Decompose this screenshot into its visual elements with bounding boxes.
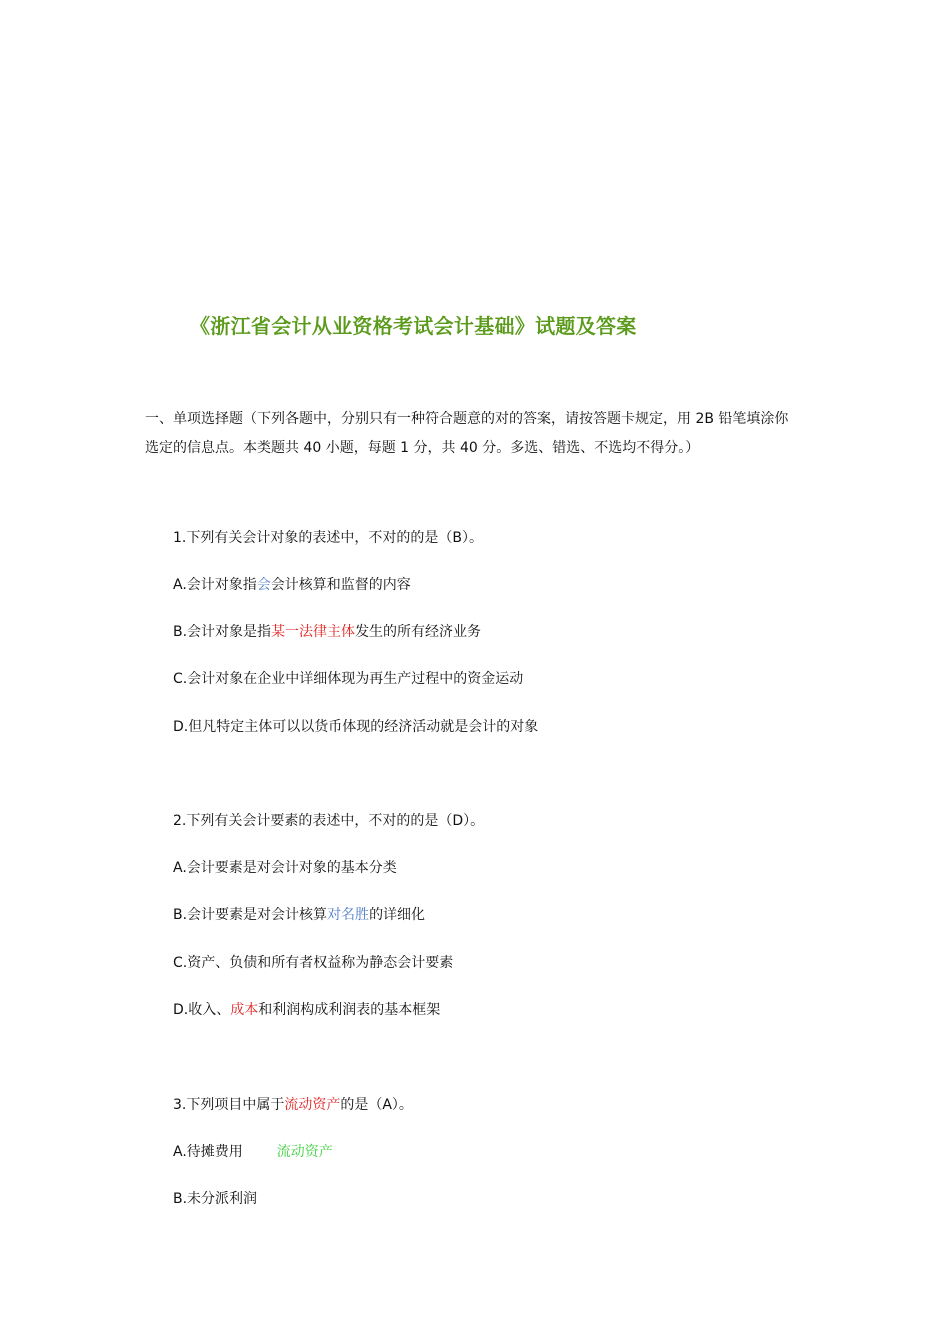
section-intro-line-1: 一、单项选择题（下列各题中，分别只有一种符合题意的对的答案，请按答题卡规定，用 2B 铅笔填涂你 — [145, 411, 789, 427]
q1-option-b — [173, 621, 481, 641]
q2-option-a: A.会计要素是对会计对象的基本分类 — [173, 860, 397, 876]
q1-option-a-highlight: 会 — [256, 577, 271, 593]
q3-option-b: B.未分派利润 — [173, 1191, 258, 1207]
section-intro — [145, 405, 815, 463]
q1-option-a-text: A.会计对象指 — [173, 577, 257, 593]
document-title: 《浙江省会计从业资格考试会计基础》试题及答案 — [190, 314, 637, 338]
q3-option-a — [173, 1141, 333, 1161]
q2-option-d-text: D.收入、 — [173, 1002, 231, 1018]
q2-option-d-text-rest: 和利润构成利润表的基本框架 — [258, 1002, 441, 1018]
q3-stem-highlight: 流动资产 — [284, 1097, 341, 1113]
q2-option-c: C.资产、负债和所有者权益称为静态会计要素 — [173, 955, 454, 971]
q1-option-a — [173, 574, 411, 594]
q1-option-b-text: B.会计对象是指 — [173, 624, 272, 640]
q2-option-b-text-rest: 的详细化 — [369, 907, 426, 923]
q3-stem-text: 3.下列项目中属于 — [173, 1097, 285, 1113]
q1-option-d: D.但凡特定主体可以以货币体现的经济活动就是会计的对象 — [173, 719, 539, 735]
q2-option-d — [173, 999, 440, 1019]
q1-stem: 1.下列有关会计对象的表述中，不对的的是（B）。 — [173, 530, 483, 546]
q3-option-a-text: A.待摊费用 — [173, 1144, 243, 1160]
q1-option-b-text-rest: 发生的所有经济业务 — [355, 624, 482, 640]
q2-option-d-highlight: 成本 — [230, 1002, 259, 1018]
q2-option-b-text: B.会计要素是对会计核算 — [173, 907, 328, 923]
q3-option-a-note: 流动资产 — [276, 1144, 333, 1160]
q2-option-b — [173, 904, 425, 924]
q2-stem: 2.下列有关会计要素的表述中，不对的的是（D）。 — [173, 813, 485, 829]
section-intro-line-2: 选定的信息点。本类题共 40 小题，每题 1 分，共 40 分。多选、错选、不选均不得分。） — [145, 440, 700, 456]
q1-option-b-highlight: 某一法律主体 — [271, 624, 356, 640]
q3-stem — [173, 1094, 413, 1114]
q1-option-c: C.会计对象在企业中详细体现为再生产过程中的资金运动 — [173, 671, 524, 687]
q2-option-b-highlight: 对名胜 — [327, 907, 370, 923]
q1-option-a-text-rest: 会计核算和监督的内容 — [270, 577, 411, 593]
q3-stem-text-rest: 的是（A）。 — [340, 1097, 413, 1113]
